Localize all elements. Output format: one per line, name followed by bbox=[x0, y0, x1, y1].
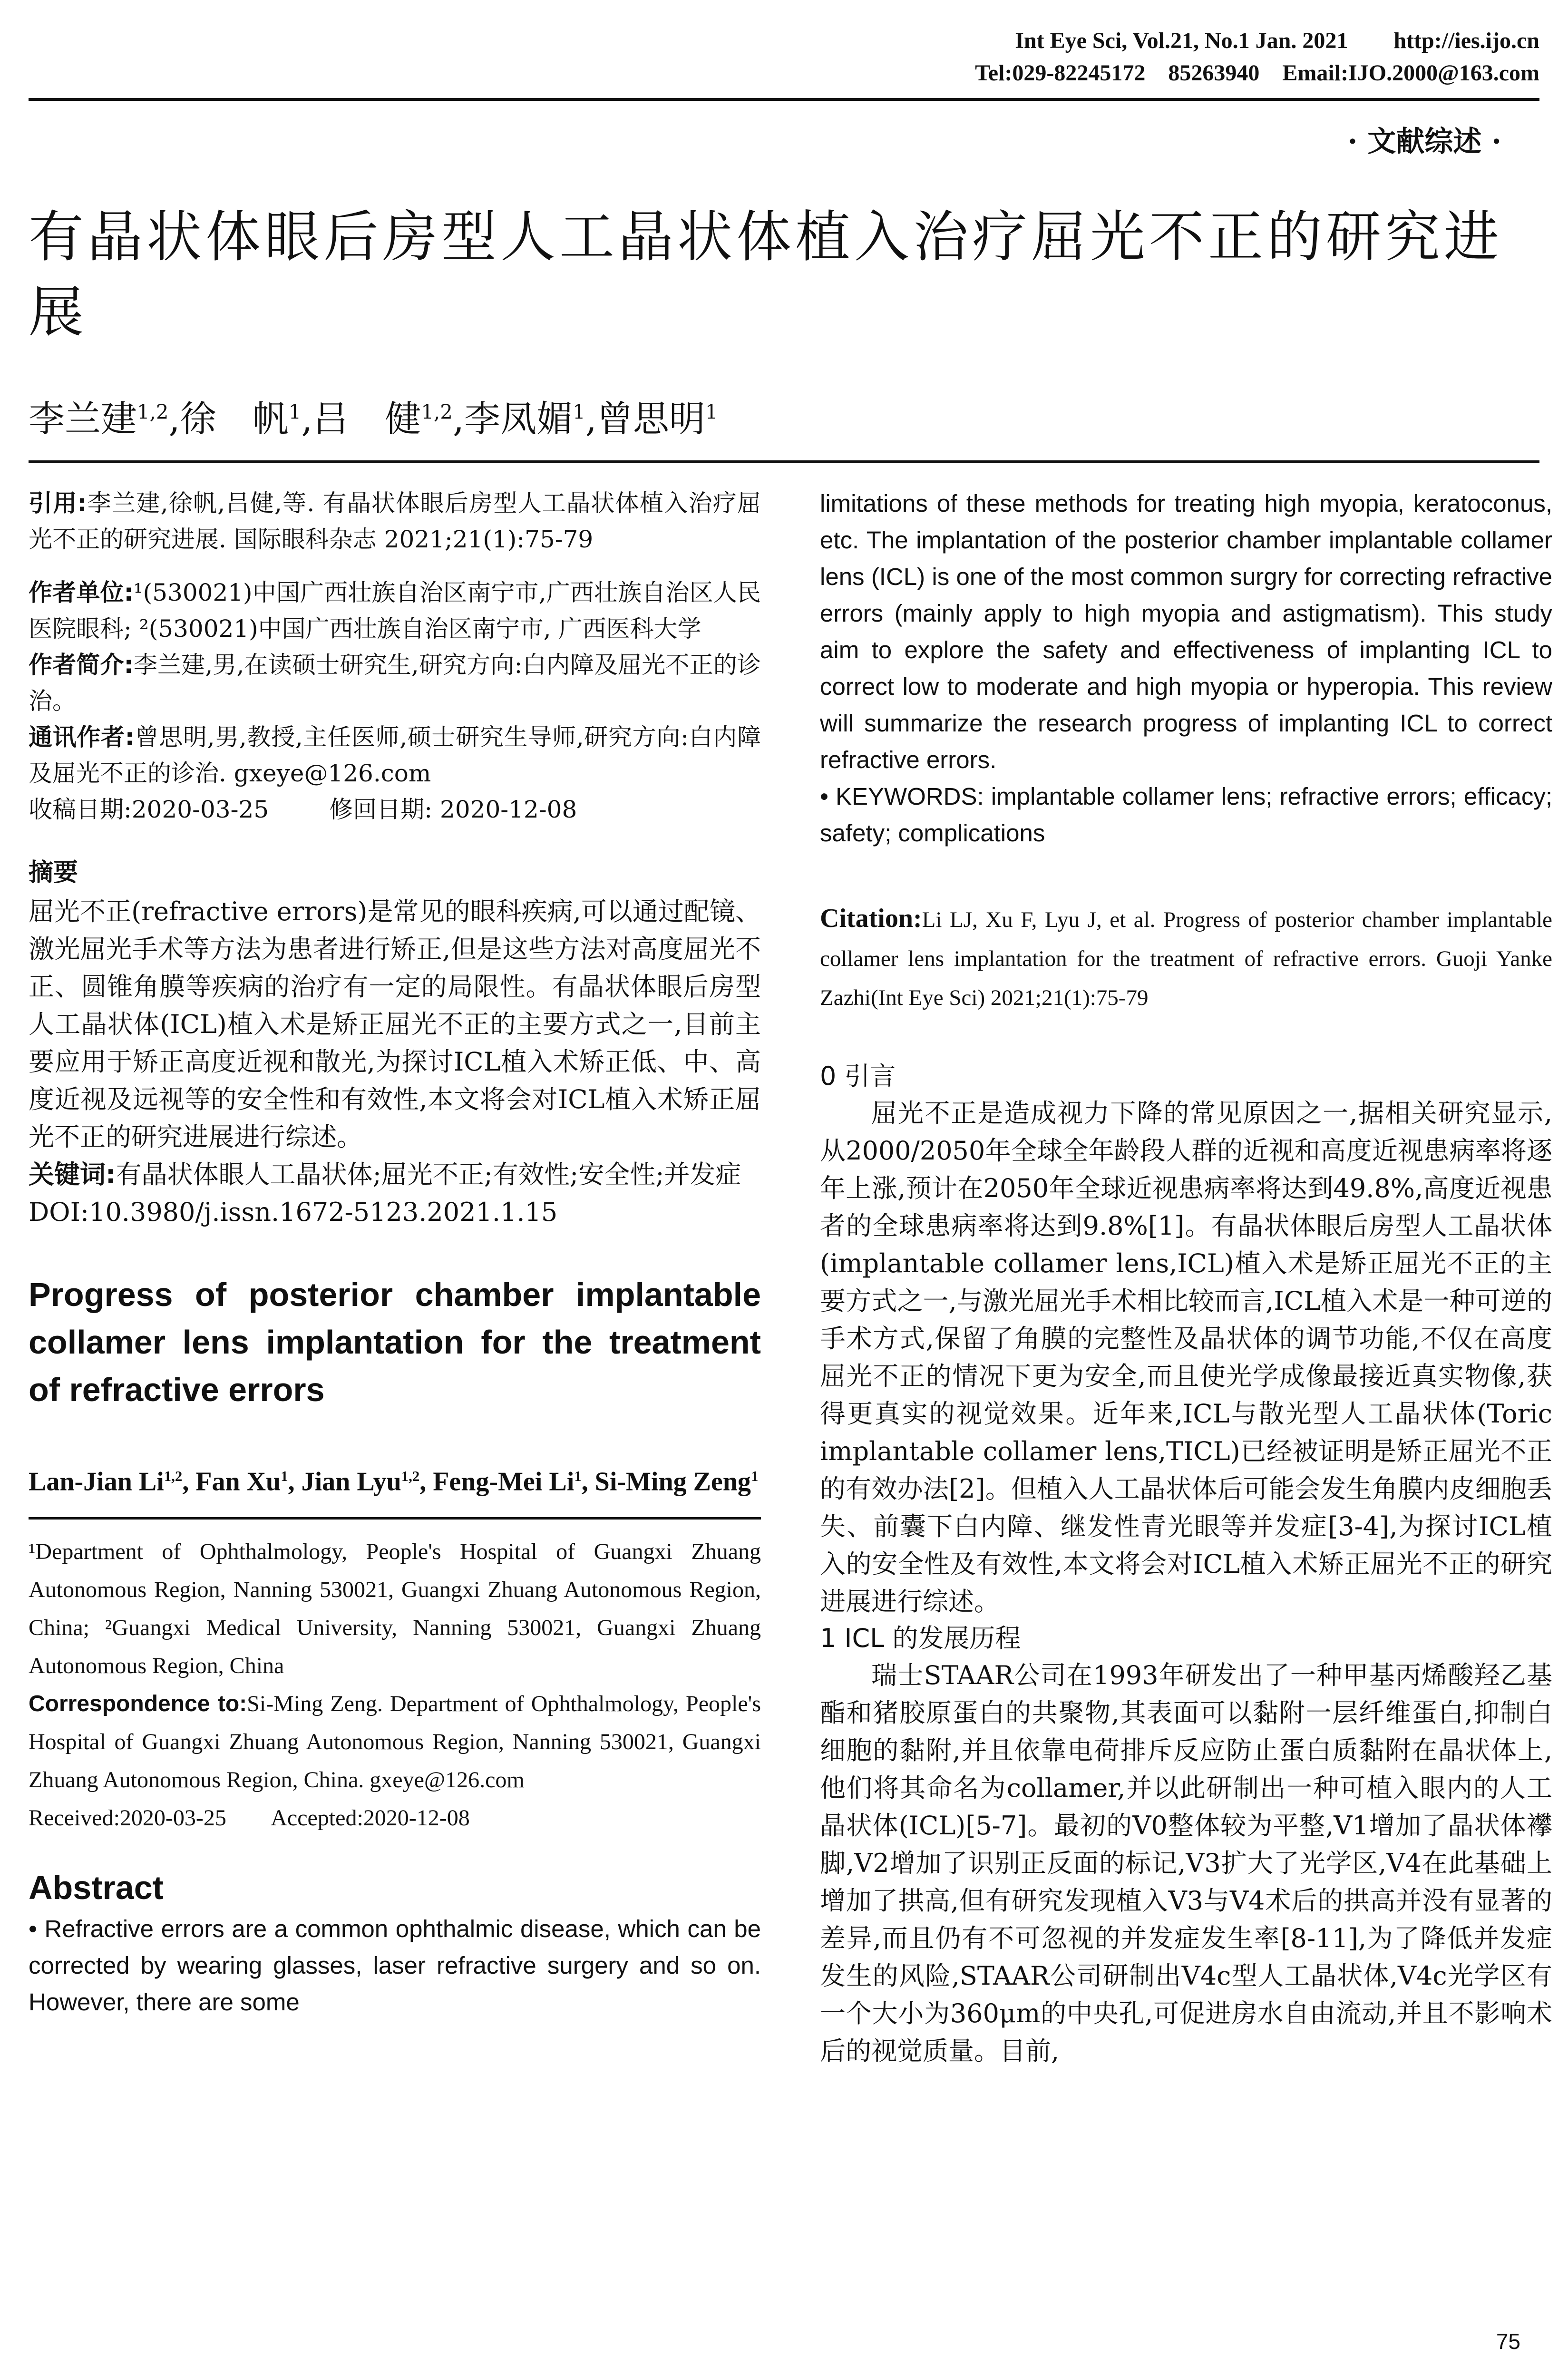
citation-cn bbox=[29, 485, 761, 557]
author-cn-2-aff: 1 bbox=[288, 400, 302, 424]
abstract-en-heading: Abstract bbox=[29, 1869, 164, 1906]
author-en-3-aff: 1,2 bbox=[401, 1468, 420, 1484]
citation-en-text: Li LJ, Xu F, Lyu J, et al. Progress of posterior chamber implantable collamer lens implantation for the treatment of refractive errors. Guoji Yanke Zazhi(Int Eye Sci) 2021;21(1):75-79 bbox=[820, 907, 1552, 1010]
page-number: 75 bbox=[1496, 2329, 1520, 2354]
author-en-1-aff: 1,2 bbox=[164, 1468, 183, 1484]
authors-rule bbox=[29, 460, 1539, 463]
authors-cn: 李兰建$^{1,2}$,徐 帆$^1$,吕 健$^{1,2}$,李凤媚$^1$,曾思明$^1$ bbox=[29, 398, 718, 440]
journal-line-1: Int Eye Sci, Vol.21, No.1 Jan. 2021 http://ies.ijo.cn bbox=[1015, 28, 1539, 53]
author-cn-1: 李兰建 bbox=[29, 398, 137, 440]
author-en-2: Fan Xu bbox=[195, 1467, 281, 1497]
author-cn-4: 李凤媚 bbox=[464, 398, 573, 440]
section-0-heading: 0 引言 bbox=[820, 1061, 896, 1091]
correspondence-en bbox=[29, 1685, 761, 1799]
author-cn-5: 曾思明 bbox=[596, 398, 705, 440]
dates-cn: 收稿日期:2020-03-25 修回日期: 2020-12-08 bbox=[29, 796, 577, 823]
left-column bbox=[29, 485, 761, 2020]
author-cn-4-aff: 1 bbox=[573, 400, 585, 424]
keywords-cn-label: 关键词: bbox=[29, 1159, 116, 1189]
abstract-cn-text: 屈光不正(refractive errors)是常见的眼科疾病,可以通过配镜、激光屈光手术等方法为患者进行矫正,但是这些方法对高度屈光不正、圆锥角膜等疾病的治疗有一定的局限性。有晶状体眼后房型人工晶状体(ICL)植入术是矫正屈光不正的主要方式之一,目前主要应用于矫正高度近视和散光,为探讨ICL植入术矫正低、中、高度近视及远视等的安全性和有效性,本文将会对ICL植入术矫正屈光不正的研究进展进行综述。 bbox=[29, 896, 761, 1152]
author-cn-5-aff: 1 bbox=[705, 400, 718, 424]
author-en-1: Lan-Jian Li bbox=[29, 1467, 164, 1497]
correspondence-en-label: Correspondence to: bbox=[29, 1691, 247, 1716]
section-0-text: 屈光不正是造成视力下降的常见原因之一,据相关研究显示,从2000/2050年全球全年龄段人群的近视和高度近视患病率将逐年上涨,预计在2050年全球近视患病率将达到49.8%,高度近视患者的全球患病率将达到9.8%[1]。有晶状体眼后房型人工晶状体(implantable collamer lens,ICL)植入术是矫正屈光不正的主要方式之一,与激光屈光手术相比较而言,ICL植入术是一种可逆的手术方式,保留了角膜的完整性及晶状体的调节功能,不仅在高度屈光不正的情况下更为安全,而且使光学成像最接近真实物像,获得更真实的视觉效果。近年来,ICL与散光型人工晶状体(Toric implantable collamer lens,TICL)已经被证明是矫正屈光不正的有效办法[2]。但植入人工晶状体后可能会发生角膜内皮细胞丢失、前囊下白内障、继发性青光眼等并发症[3-4],为探讨ICL植入的安全性及有效性,本文将会对ICL植入术矫正屈光不正的研究进展进行综述。 bbox=[820, 1098, 1552, 1617]
author-en-5: Si-Ming Zeng bbox=[594, 1467, 751, 1497]
author-en-2-aff: 1 bbox=[281, 1468, 288, 1484]
author-en-3: Jian Lyu bbox=[301, 1467, 401, 1497]
correspondence-en-text: Si-Ming Zeng. Department of Ophthalmology, People's Hospital of Guangxi Zhuang Autonomous Region, Nanning 530021, Guangxi Zhuang Autonomous Region, China. gxeye@126.com bbox=[29, 1691, 761, 1792]
corresponding-label: 通讯作者: bbox=[29, 723, 135, 751]
doi: DOI:10.3980/j.issn.1672-5123.2021.1.15 bbox=[29, 1197, 558, 1227]
author-cn-3-aff: 1,2 bbox=[421, 400, 453, 424]
section-1-heading: 1 ICL 的发展历程 bbox=[820, 1623, 1021, 1653]
citation-en bbox=[820, 899, 1552, 1017]
citation-cn-label: 引用: bbox=[29, 489, 87, 517]
title-en: Progress of posterior chamber implantable collamer lens implantation for the treatment of refractive errors bbox=[29, 1276, 761, 1408]
author-unit bbox=[29, 575, 761, 647]
citation-en-label: Citation: bbox=[820, 904, 922, 933]
journal-header bbox=[826, 25, 1539, 89]
column-tag: · 文献综述 · bbox=[1347, 125, 1501, 158]
keywords-cn bbox=[29, 1156, 761, 1193]
author-bio bbox=[29, 647, 761, 719]
author-unit-text: ¹(530021)中国广西壮族自治区南宁市,广西壮族自治区人民医院眼科; ²(530021)中国广西壮族自治区南宁市, 广西医科大学 bbox=[29, 579, 761, 643]
author-unit-label: 作者单位: bbox=[29, 579, 134, 606]
author-bio-label: 作者简介: bbox=[29, 651, 134, 679]
right-column bbox=[820, 485, 1552, 2070]
author-cn-3: 吕 健 bbox=[312, 398, 421, 440]
author-cn-1-aff: 1,2 bbox=[137, 400, 169, 424]
corresponding-text: 曾思明,男,教授,主任医师,硕士研究生导师,研究方向:白内障及屈光不正的诊治. gxeye@126.com bbox=[29, 723, 761, 787]
title-cn: 有晶状体眼后房型人工晶状体植入治疗屈光不正的研究进展 bbox=[29, 205, 1503, 344]
header-rule bbox=[29, 98, 1539, 101]
author-en-5-aff: 1 bbox=[750, 1468, 759, 1484]
affiliations-en: ¹Department of Ophthalmology, People's Hospital of Guangxi Zhuang Autonomous Region, Nanning 530021, Guangxi Zhuang Autonomous Region, China; ²Guangxi Medical University, Nanning 530021, Guangxi Zhuang Autonomous Region, China bbox=[29, 1539, 761, 1678]
author-cn-2: 徐 帆 bbox=[180, 398, 289, 440]
authors-en: Lan-Jian Li$^{1,2}$, Fan Xu$^1$, Jian Lyu$^{1,2}$, Feng-Mei Li$^1$, Si-Ming Zeng$^1$ bbox=[29, 1467, 759, 1497]
citation-cn-text: 李兰建,徐帆,吕健,等. 有晶状体眼后房型人工晶状体植入治疗屈光不正的研究进展. 国际眼科杂志 2021;21(1):75-79 bbox=[29, 489, 761, 553]
author-bio-text: 李兰建,男,在读硕士研究生,研究方向:白内障及屈光不正的诊治。 bbox=[29, 651, 761, 715]
section-1-text: 瑞士STAAR公司在1993年研发出了一种甲基丙烯酸羟乙基酯和猪胶原蛋白的共聚物,其表面可以黏附一层纤维蛋白,抑制白细胞的黏附,并且依靠电荷排斥反应防止蛋白质黏附在晶状体上,他们将其命名为collamer,并以此研制出一种可植入眼内的人工晶状体(ICL)[5-7]。最初的V0整体较为平整,V1增加了晶状体襻脚,V2增加了识别正反面的标记,V3扩大了光学区,V4在此基础上增加了拱高,但有研究发现植入V3与V4术后的拱高并没有显著的差异,而且仍有不可忽视的并发症发生率[8-11],为了降低并发症发生的风险,STAAR公司研制出V4c型人工晶状体,V4c光学区有一个大小为360μm的中央孔,可促进房水自由流动,并且不影响术后的视觉质量。目前, bbox=[820, 1660, 1552, 2066]
keywords-cn-text: 有晶状体眼人工晶状体;屈光不正;有效性;安全性;并发症 bbox=[116, 1159, 741, 1189]
en-authors-rule bbox=[29, 1517, 761, 1520]
abstract-en-start: • Refractive errors are a common ophthalmic disease, which can be corrected by wearing glasses, laser refractive surgery and so on. However, there are some bbox=[29, 1915, 761, 2016]
corresponding-author bbox=[29, 719, 761, 791]
journal-line-2: Tel:029-82245172 85263940 Email:IJO.2000@163.com bbox=[975, 60, 1539, 86]
abstract-cn-heading: 摘要 bbox=[29, 858, 78, 887]
keywords-en: • KEYWORDS: implantable collamer lens; refractive errors; efficacy; safety; complications bbox=[820, 783, 1552, 847]
author-en-4-aff: 1 bbox=[574, 1468, 582, 1484]
author-en-4: Feng-Mei Li bbox=[433, 1467, 575, 1497]
dates-en: Received:2020-03-25 Accepted:2020-12-08 bbox=[29, 1805, 470, 1831]
abstract-en-cont: limitations of these methods for treating high myopia, keratoconus, etc. The implantation of the posterior chamber implantable collamer lens (ICL) is one of the most common surgry for correcting refractive errors (mainly apply to high myopia and astigmatism). This study aim to explore the safety and effectiveness of implanting ICL to correct low to moderate and high myopia or hyperopia. This review will summarize the research progress of implanting ICL to correct refractive errors. bbox=[820, 490, 1552, 773]
